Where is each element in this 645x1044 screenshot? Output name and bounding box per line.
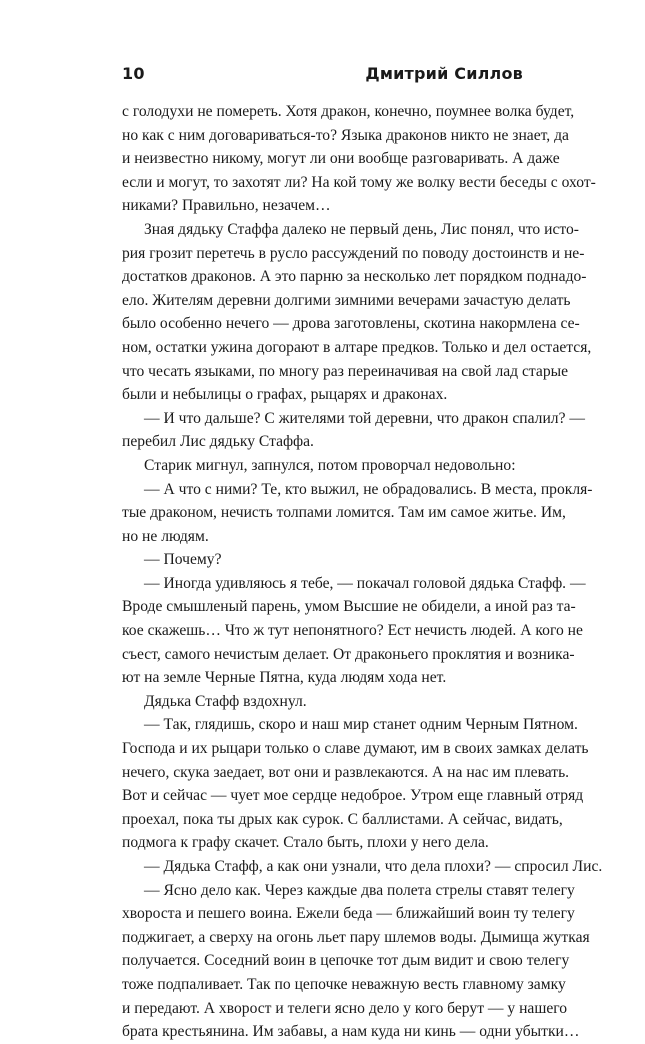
text-line: и передают. А хворост и телеги ясно дело у кого берут — у нашего [122, 999, 568, 1017]
text-line: Господа и их рыцари только о славе думают, им в своих замках делать [122, 740, 589, 758]
text-line: — Так, глядишь, скоро и наш мир станет одним Черным Пятном. [144, 716, 578, 734]
text-line: — И что дальше? С жителями той деревни, что дракон спалил? — [144, 409, 585, 427]
text-line: перебил Лис дядьку Стаффа. [122, 433, 314, 451]
text-line: ном, остатки ужина догорают в алтаре предков. Только и дел остается, [122, 338, 592, 356]
text-line: с голодухи не помереть. Хотя дракон, конечно, поумнее волка будет, [122, 103, 575, 120]
text-line: тые драконом, нечисть толпами ломится. Там им самое житье. Им, [122, 504, 566, 522]
text-line: было особенно нечего — дрова заготовлены, скотина накормлена се- [122, 315, 580, 333]
text-line: Дядька Стафф вздохнул. [144, 692, 307, 710]
text-line: нечего, скука заедает, вот они и развлекаются. А на нас им плевать. [122, 763, 570, 781]
text-line: — А что с ними? Те, кто выжил, не обрадовались. В места, прокля- [144, 480, 593, 498]
text-line: — Дядька Стафф, а как они узнали, что дела плохи? — спросил Лис. [144, 858, 603, 875]
running-title: Дмитрий Силлов [365, 64, 523, 83]
text-line: брата крестьянина. Им забавы, а нам куда ни кинь — одни убытки… [122, 1023, 580, 1041]
text-line: Вот и сейчас — чует мое сердце недоброе. Утром еще главный отряд [122, 787, 584, 805]
text-line: но не людям. [122, 527, 209, 545]
text-line: тоже подпаливает. Так по цепочке неважную весть главному замку [122, 975, 566, 993]
text-line: — Почему? [144, 551, 222, 569]
page-header [122, 64, 523, 83]
text-line: и неизвестно никому, могут ли они вообще разговаривать. А даже [122, 150, 560, 168]
text-line: никами? Правильно, незачем… [122, 197, 331, 215]
text-line: Вроде смышленый парень, умом Высшие не обидели, а иной раз та- [122, 598, 576, 616]
text-line: если и могут, то захотят ли? На кой тому же волку вести беседы с охот- [122, 173, 596, 191]
text-line: были и небылицы о графах, рыцарях и драконах. [122, 386, 448, 404]
text-line: — Иногда удивляюсь я тебе, — покачал головой дядька Стафф. — [144, 574, 586, 592]
text-line: рия грозит перетечь в русло рассуждений по поводу достоинств и не- [122, 244, 585, 262]
text-line: достатков драконов. А это парню за несколько лет порядком поднадо- [122, 268, 587, 286]
page-number: 10 [122, 64, 145, 83]
text-line: ют на земле Черные Пятна, куда людям хода нет. [122, 669, 447, 687]
text-line: хвороста и пешего воина. Ежели беда — ближайший воин ту телегу [122, 905, 575, 923]
text-line: кое скажешь… Что ж тут непонятного? Ест нечисть людей. А кого не [122, 622, 583, 640]
text-line: — Ясно дело как. Через каждые два полета стрелы ставят телегу [144, 881, 575, 899]
text-line: ело. Жителям деревни долгими зимними вечерами зачастую делать [122, 291, 571, 309]
text-line: Старик мигнул, запнулся, потом проворчал недовольно: [144, 456, 516, 474]
text-line: подмога к графу скачет. Стало быть, плохи у него дела. [122, 834, 489, 852]
text-line: что чесать языками, по многу раз переиначивая на свой лад старые [122, 362, 569, 380]
text-line: съест, самого нечистым делает. От драконьего проклятия и возника- [122, 645, 575, 663]
text-line: Зная дядьку Стаффа далеко не первый день, Лис понял, что исто- [144, 220, 579, 238]
text-line: поджигает, а сверху на огонь льет пару шлемов воды. Дымища жуткая [122, 928, 590, 946]
text-line: проехал, пока ты дрых как сурок. С баллистами. А сейчас, видать, [122, 810, 563, 828]
body-text [122, 100, 603, 1044]
text-line: получается. Соседний воин в цепочке тот дым видит и свою телегу [122, 952, 570, 970]
text-line: но как с ним договариваться-то? Языка драконов никто не знает, да [122, 126, 569, 144]
